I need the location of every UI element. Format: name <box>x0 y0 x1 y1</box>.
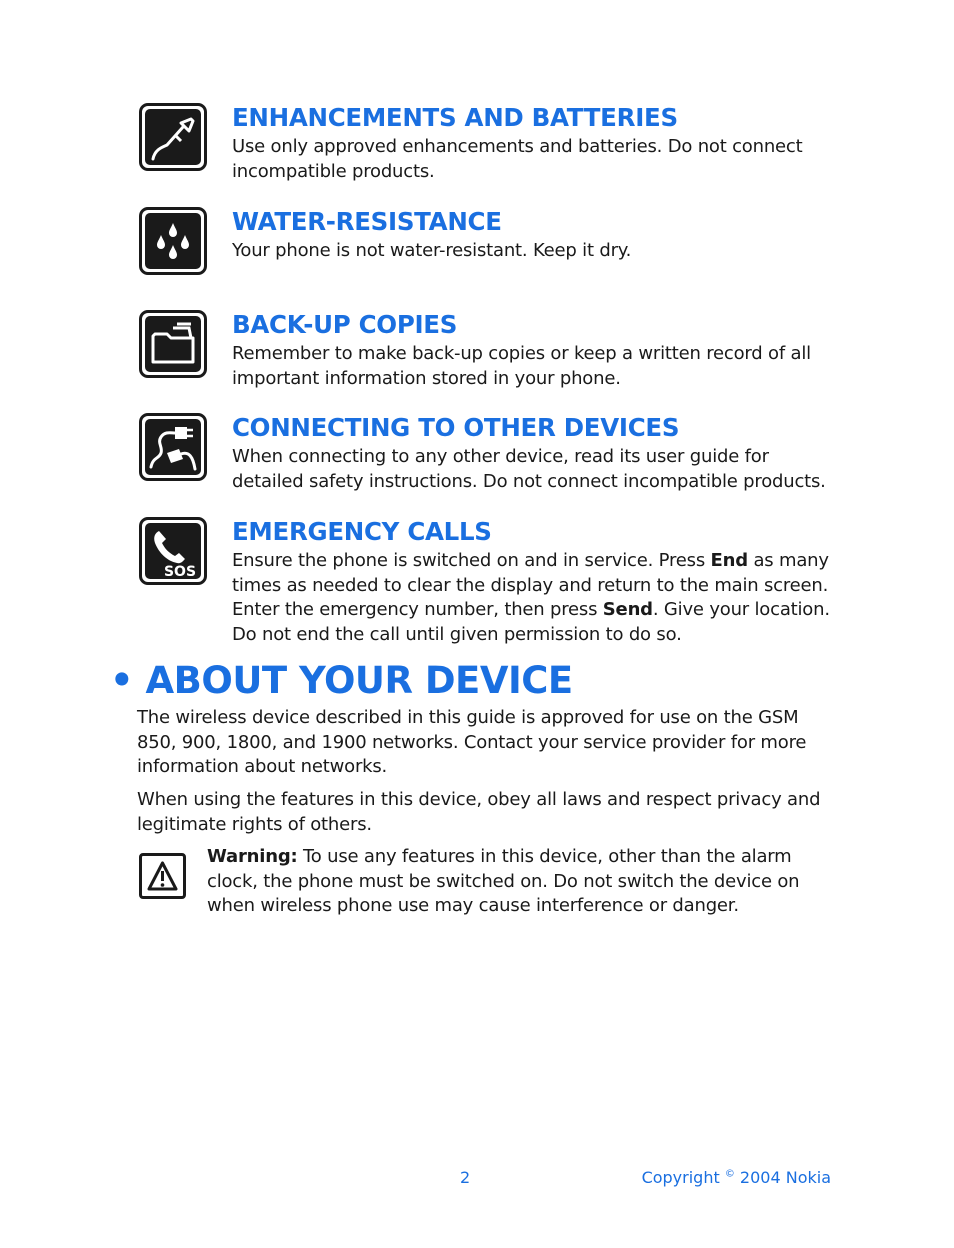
heading-emergency: EMERGENCY CALLS <box>232 517 492 546</box>
text-enhancements: Use only approved enhancements and batteries. Do not connect incompatible products. <box>232 136 803 182</box>
folder-icon <box>139 310 207 378</box>
page-number: 2 <box>460 1168 471 1187</box>
heading-connecting: CONNECTING TO OTHER DEVICES <box>232 413 680 442</box>
key-end: End <box>710 550 748 571</box>
water-drops-icon <box>139 207 207 275</box>
sos-phone-icon <box>139 517 207 585</box>
key-send: Send <box>602 599 653 620</box>
text-emergency-part1: Ensure the phone is switched on and in service. Press <box>232 550 711 571</box>
enhancement-cable-icon <box>139 103 207 171</box>
heading-water: WATER-RESISTANCE <box>232 207 502 236</box>
copyright-notice <box>642 1168 831 1187</box>
warning-label: Warning: <box>207 846 298 867</box>
copyright-symbol: © <box>724 1168 735 1180</box>
text-emergency-part2: as many times as needed to clear the display and return to the main screen. Enter the emergency number, then press <box>232 550 829 620</box>
text-emergency <box>232 549 837 647</box>
copyright-suffix: 2004 Nokia <box>734 1168 831 1187</box>
sos-icon-label: SOS <box>163 564 197 579</box>
plug-connector-icon <box>139 413 207 481</box>
warning-note <box>207 845 837 919</box>
heading-backup: BACK-UP COPIES <box>232 310 458 339</box>
text-backup: Remember to make back-up copies or keep a written record of all important information stored in your phone. <box>232 343 811 389</box>
text-water: Your phone is not water-resistant. Keep it dry. <box>232 240 632 261</box>
text-emergency-part3: . Give your location. Do not end the call until given permission to do so. <box>232 599 830 645</box>
about-paragraph-2: When using the features in this device, obey all laws and respect privacy and legitimate rights of others. <box>137 789 821 835</box>
about-paragraph-1: The wireless device described in this guide is approved for use on the GSM 850, 900, 1800, and 1900 networks. Contact your service provider for more information about networks. <box>137 707 807 777</box>
text-connecting: When connecting to any other device, read its user guide for detailed safety instructions. Do not connect incompatible products. <box>232 446 826 492</box>
heading-enhancements: ENHANCEMENTS AND BATTERIES <box>232 103 678 132</box>
warning-body: To use any features in this device, other than the alarm clock, the phone must be switched on. Do not switch the device on when wireless phone use may cause interference or danger. <box>207 846 800 916</box>
copyright-prefix: Copyright <box>641 1168 725 1187</box>
warning-triangle-icon <box>139 853 186 899</box>
section-title-about: • ABOUT YOUR DEVICE <box>110 659 573 702</box>
